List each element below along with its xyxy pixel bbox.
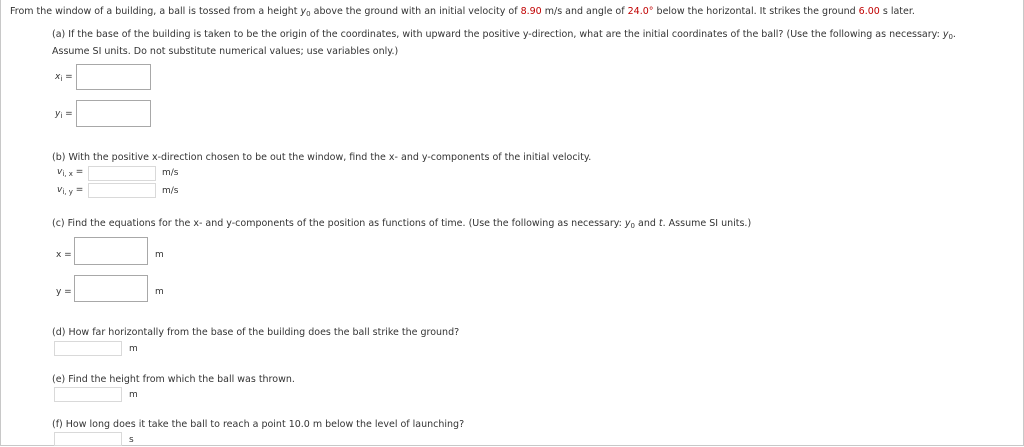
- x-eq-label: x =: [56, 250, 72, 260]
- yi-label: $y_i$ =: [55, 109, 73, 120]
- xi-input[interactable]: [76, 64, 151, 90]
- distance-unit: m: [129, 344, 138, 354]
- velocity-value: 8.90: [520, 6, 542, 17]
- time-unit: s: [129, 435, 134, 445]
- vix-label: $v_{i, x}$ =: [57, 167, 84, 178]
- part-a-question: (a) If the base of the building is taken to be the origin of the coordinates, with upward the positive y-direction, what are the initial coordinates of the ball? (Use the following as necessary: $y_0$.: [52, 29, 956, 41]
- height-unit: m: [129, 390, 138, 400]
- x-unit: m: [155, 250, 164, 260]
- time-value: 6.00: [858, 6, 880, 17]
- time-input[interactable]: [54, 432, 122, 446]
- x-equation-input[interactable]: [74, 237, 148, 265]
- part-b-question: (b) With the positive x-direction chosen to be out the window, find the x- and y-components of the initial velocity.: [52, 152, 592, 163]
- problem-statement: From the window of a building, a ball is tossed from a height $y_0$ above the ground with an initial velocity of 8.90 m/s and angle of 24.0° below the horizontal. It strikes the ground 6.00 s later.: [10, 6, 915, 18]
- xi-label: $x_i$ =: [55, 72, 73, 83]
- part-f-question: (f) How long does it take the ball to reach a point 10.0 m below the level of launching?: [52, 419, 465, 430]
- y-unit: m: [155, 287, 164, 297]
- part-e-question: (e) Find the height from which the ball was thrown.: [52, 374, 295, 385]
- part-a-note: Assume SI units. Do not substitute numerical values; use variables only.): [52, 46, 399, 57]
- part-d-question: (d) How far horizontally from the base of the building does the ball strike the ground?: [52, 327, 460, 338]
- viy-label: $v_{i, y}$ =: [57, 185, 84, 196]
- vix-unit: m/s: [162, 168, 179, 178]
- angle-value: 24.0°: [627, 6, 654, 17]
- y-eq-label: y =: [56, 287, 72, 297]
- height-input[interactable]: [54, 387, 122, 402]
- viy-input[interactable]: [88, 183, 156, 198]
- y-equation-input[interactable]: [74, 275, 148, 302]
- yi-input[interactable]: [76, 100, 151, 127]
- part-c-question: (c) Find the equations for the x- and y-components of the position as functions of time. (Use the following as necessary: $y_0$ and t. Assume SI units.): [52, 218, 752, 230]
- viy-unit: m/s: [162, 186, 179, 196]
- vix-input[interactable]: [88, 166, 156, 181]
- distance-input[interactable]: [54, 341, 122, 356]
